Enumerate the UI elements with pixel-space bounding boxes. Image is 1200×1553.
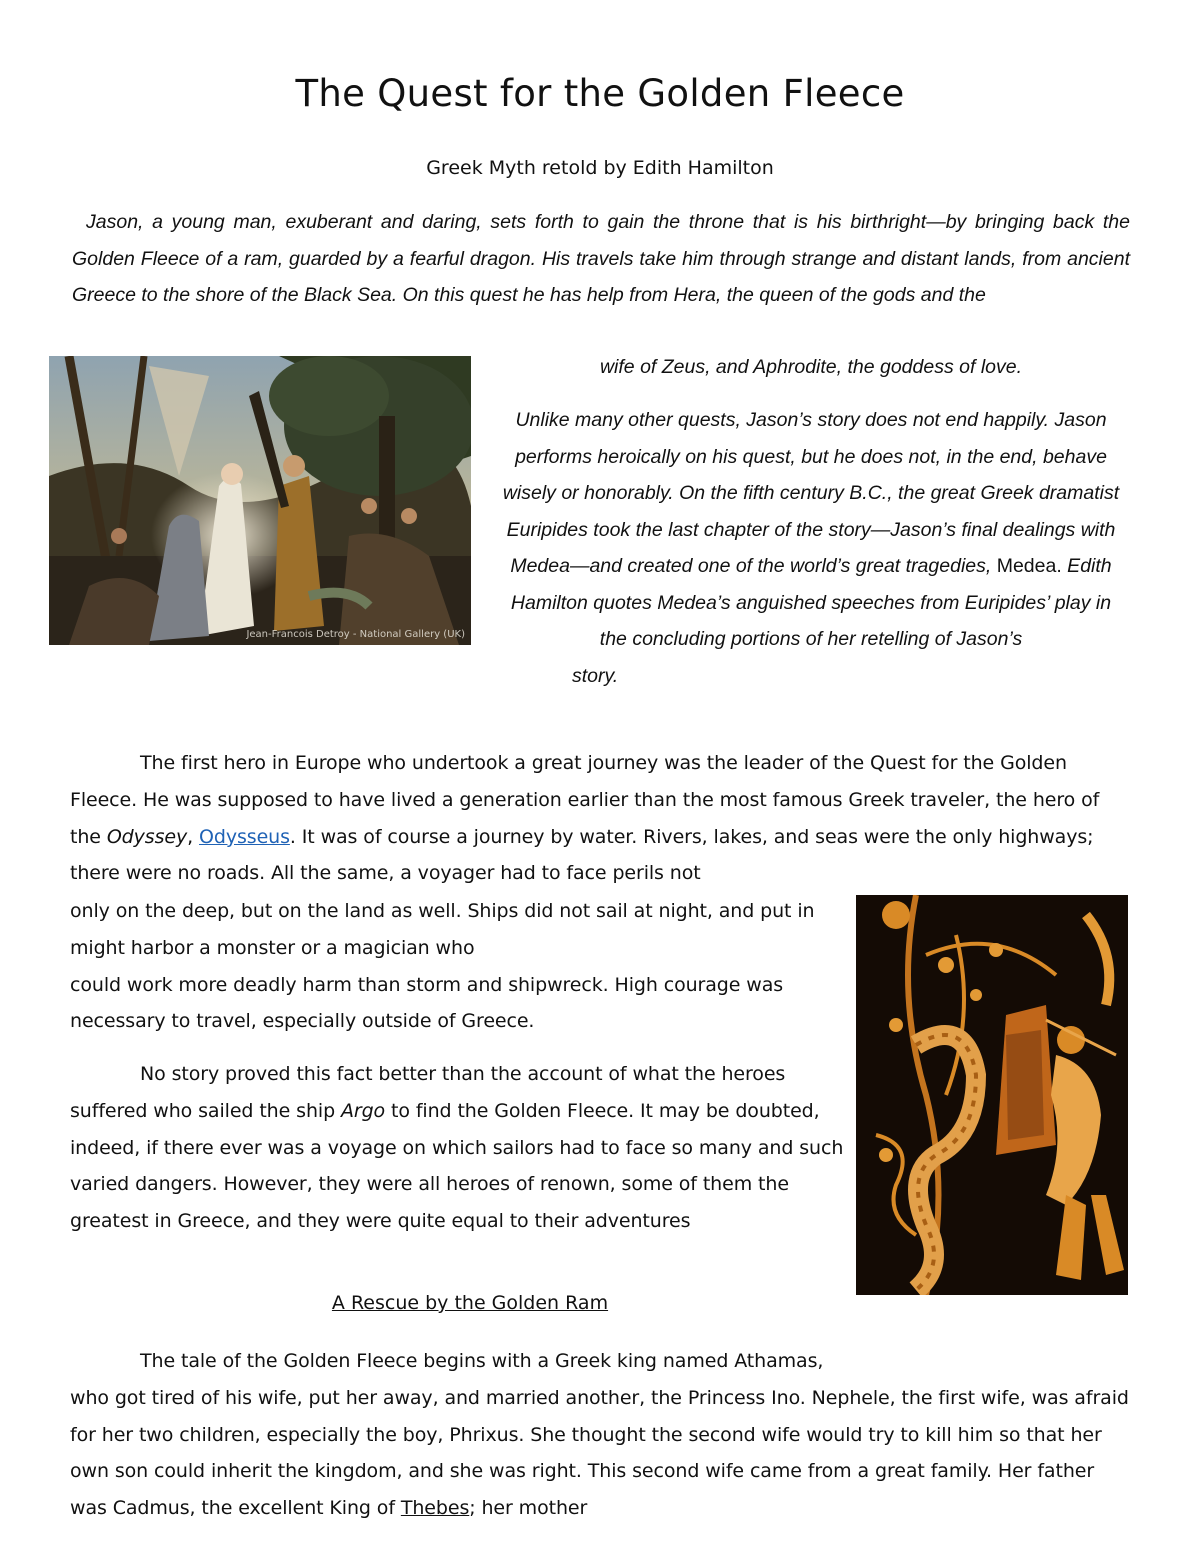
p1-text-c: only on the deep, but on the land as well. Ships did not sail at night, and put in might harbor a monster or a magician who <box>70 900 815 959</box>
intro-second-paragraph <box>495 402 1127 694</box>
painting-caption: Jean-Francois Detroy - National Gallery (UK) <box>246 629 465 640</box>
painting-illustration <box>49 356 471 645</box>
p3-text-b: who got tired of his wife, put her away, and married another, the Princess Ino. Nephele, the first wife, was afraid for her two children, especially the boy, Phrixus. She thought the second wife would try to kill him so that her own son could inherit the kingdom, and she was right. This second wife came from a great family. Her father was Cadmus, the excellent King of <box>70 1386 1129 1520</box>
p1-comma: , <box>187 825 200 848</box>
medea-title: Medea. <box>991 555 1062 577</box>
body-paragraph-1 <box>70 745 1130 892</box>
argo-ship-name: Argo <box>340 1099 386 1122</box>
vase-illustration <box>856 895 1128 1295</box>
p1-text-b: . It was of course a journey by water. Rivers, lakes, and seas were the only highways; there were no roads. All the same, a voyager had to face perils not <box>70 825 1094 885</box>
vase-painting-image <box>856 895 1128 1295</box>
thebes-link[interactable]: Thebes <box>400 1497 470 1520</box>
p2-text-a: No story proved this fact better than the account of what the heroes suffered who sailed the ship <box>70 1063 786 1122</box>
p3-text-c: ; her mother <box>469 1497 588 1520</box>
p2-text-b: to find the Golden Fleece. It may be doubted, indeed, if there ever was a voyage on which sailors had to face so many and such varied dangers. However, they were all heroes of renown, some of them the greatest in Greece, and they were quite equal to their adventures <box>70 1099 844 1233</box>
intro-text-end: story. <box>572 664 619 687</box>
page-title: The Quest for the Golden Fleece <box>295 72 905 115</box>
intro-text-b: Edith Hamilton quotes Medea’s anguished speeches from Euripides’ play in the concluding portions of her retelling of Jason’s <box>510 555 1112 650</box>
p1-text-a: The first hero in Europe who undertook a great journey was the leader of the Quest for the Golden Fleece. He was supposed to have lived a generation earlier than the most famous Greek traveler, the hero of the <box>70 752 1100 848</box>
body-paragraph-2 <box>70 1056 845 1240</box>
intro-text-a: Unlike many other quests, Jason’s story does not end happily. Jason performs heroically on his quest, but he does not, in the end, behave wisely or honorably. On the fifth century B.C., the great Greek dramatist Euripides took the last chapter of the story—Jason’s final dealings with Medea—and created one of the world’s great tragedies, <box>502 409 1120 577</box>
odyssey-title: Odyssey <box>106 825 188 848</box>
p3-text-a: The tale of the Golden Fleece begins with a Greek king named Athamas, <box>140 1350 824 1372</box>
odysseus-link[interactable]: Odysseus <box>199 825 290 848</box>
p1-text-d: could work more deadly harm than storm and shipwreck. High courage was necessary to travel, especially outside of Greece. <box>70 973 784 1033</box>
section-heading: A Rescue by the Golden Ram <box>331 1292 609 1314</box>
page-subtitle: Greek Myth retold by Edith Hamilton <box>426 157 774 179</box>
intro-continued: wife of Zeus, and Aphrodite, the goddess of love. <box>599 356 1023 378</box>
body-paragraph-1-continued <box>70 893 850 1040</box>
body-paragraph-3 <box>70 1343 1130 1527</box>
jason-painting-image <box>49 356 471 645</box>
intro-paragraph: Jason, a young man, exuberant and daring, sets forth to gain the throne that is his birthright—by bringing back the Golden Fleece of a ram, guarded by a fearful dragon. His travels take him through strange and distant lands, from ancient Greece to the shore of the Black Sea. On this quest he has help from Hera, the queen of the gods and the <box>72 211 1130 306</box>
